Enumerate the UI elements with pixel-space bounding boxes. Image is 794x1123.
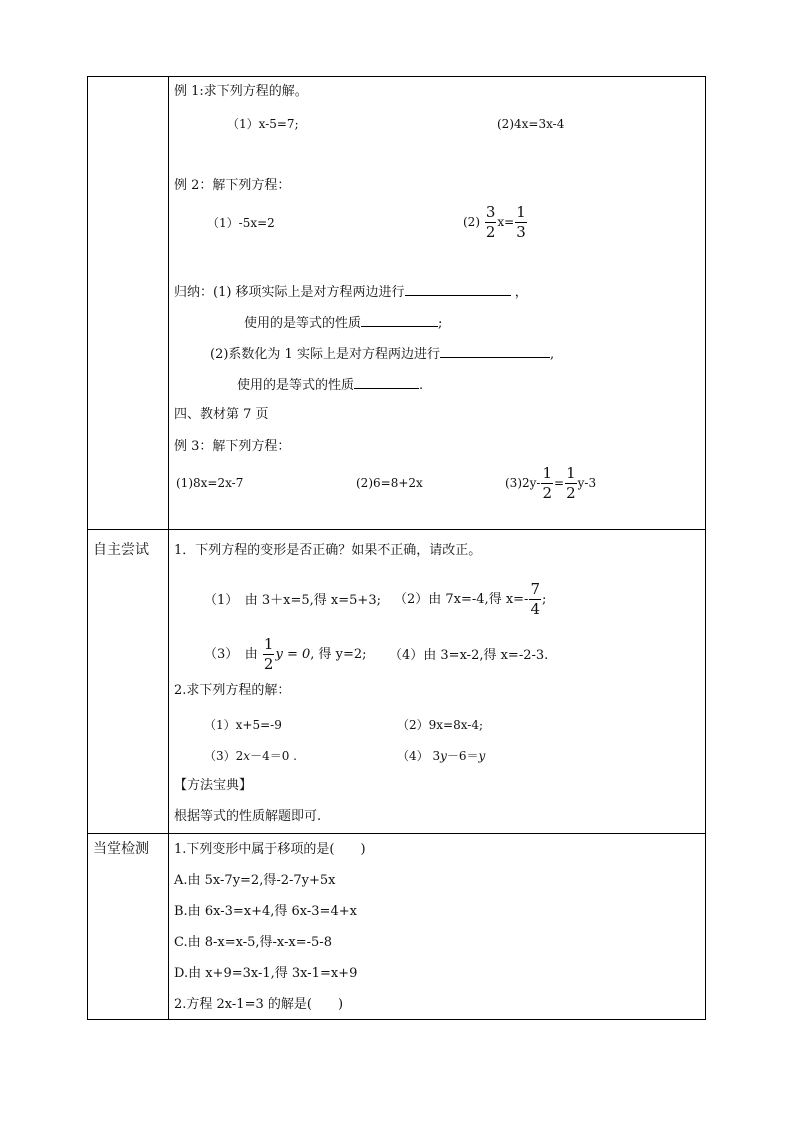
self-try-q1-c: （3） 由 $\frac{1}{2}$ y = 0, 得 y=2; [204,635,367,673]
fraction-half: $\frac{1}{2}$ [566,464,576,502]
example-1-q2: (2)4x=3x-4 [497,117,565,131]
fraction-7-4: $\frac{7}{4}$ [530,580,540,618]
summary-line-3: (2)系数化为 1 实际上是对方程两边进行 , [210,347,555,362]
fill-blank[interactable] [354,376,419,389]
test-option-c: C.由 8-x=x-5,得-x-x=-5-8 [174,935,332,950]
column-divider [168,77,169,1019]
example-2-q1: （1）-5x=2 [207,216,275,230]
fill-blank[interactable] [405,283,511,296]
row-divider-2 [88,833,705,834]
fraction-3-2: $\frac{3}{2}$ [485,203,496,241]
example-2-q2: (2) $\frac{3}{2}$ x= $\frac{1}{3}$ [463,203,526,241]
row-label-in-class-test: 当堂检测 [93,841,149,857]
test-option-d: D.由 x+9=3x-1,得 3x-1=x+9 [174,966,358,981]
example-3-q3: (3)2y- $\frac{1}{2}$ = $\frac{1}{2}$ y-3 [505,464,597,502]
self-try-q2-c: （3）2x－4＝0 . [204,749,297,763]
fraction-1-2: $\frac{1}{2}$ [263,635,274,673]
row-label-self-try: 自主尝试 [93,542,149,558]
example-1-q1: （1）x-5=7; [227,117,299,131]
self-try-q2-d: （4） 3y－6＝y [397,749,486,763]
fraction-half: $\frac{1}{2}$ [542,464,553,502]
test-q2: 2.方程 2x-1=3 的解是( ) [174,997,344,1012]
example-2-title: 例 2：解下列方程： [174,178,291,193]
self-try-q1-title: 1．下列方程的变形是否正确？如果不正确，请改正。 [174,543,482,558]
self-try-q1-b: （2）由 7x=-4,得 x=- $\frac{7}{4}$ ; [394,580,547,618]
test-q1: 1.下列变形中属于移项的是( ) [174,842,366,857]
summary-line-1: 归纳：(1) 移项实际上是对方程两边进行 ， [174,285,528,300]
method-text: 根据等式的性质解题即可. [174,809,322,824]
example-3-q2: (2)6=8+2x [356,476,423,490]
fill-blank[interactable] [440,345,550,358]
example-1-title: 例 1:求下列方程的解。 [174,84,308,99]
test-option-b: B.由 6x-3=x+4,得 6x-3=4+x [174,904,357,919]
self-try-q1-a: （1） 由 3＋x=5,得 x=5+3; [204,593,381,608]
fill-blank[interactable] [361,314,438,327]
method-title: 【方法宝典】 [174,778,253,793]
example-3-title: 例 3：解下列方程： [174,439,291,454]
self-try-q2-b: （2）9x=8x-4; [397,718,484,732]
test-option-a: A.由 5x-7y=2,得-2-7y+5x [174,873,336,888]
self-try-q2-title: 2.求下列方程的解： [174,683,291,698]
self-try-q1-d: （4）由 3=x-2,得 x=-2-3. [389,648,549,663]
example-3-q1: (1)8x=2x-7 [176,476,244,490]
summary-line-2: 使用的是等式的性质 ; [244,316,443,331]
fraction-1-3: $\frac{1}{3}$ [516,203,526,241]
textbook-section-heading: 四、教材第 7 页 [174,407,269,422]
summary-line-4: 使用的是等式的性质 . [237,378,424,393]
row-divider-1 [88,529,705,530]
self-try-q2-a: （1）x+5=-9 [204,718,282,732]
